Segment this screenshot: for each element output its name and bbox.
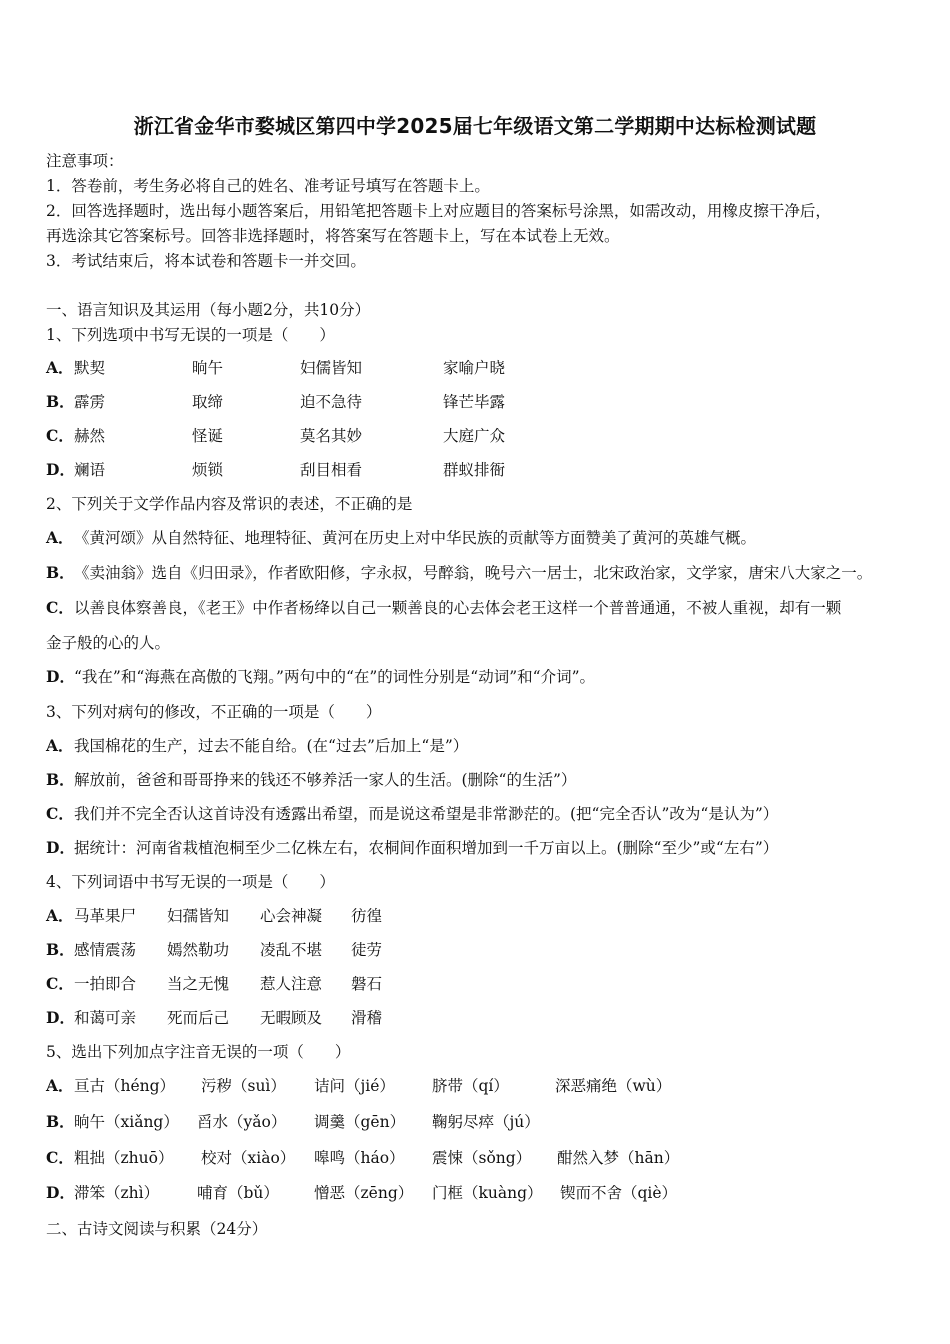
option-word: 凌乱不堪 bbox=[260, 941, 323, 959]
option-word: 无暇顾及 bbox=[260, 1009, 323, 1027]
option-word: 亘古（héng） bbox=[74, 1077, 176, 1095]
option-label: C． bbox=[46, 426, 74, 445]
option-word: 妇孺皆知 bbox=[167, 907, 230, 925]
option-word: 惹人注意 bbox=[260, 975, 323, 993]
option-label: D． bbox=[46, 1183, 75, 1202]
question-stem: 1、下列选项中书写无误的一项是（ ） bbox=[46, 326, 335, 344]
option-word: 家喻户晓 bbox=[443, 359, 506, 377]
option-word: 酣然入梦（hān） bbox=[557, 1149, 680, 1167]
option-word: 门框（kuàng） bbox=[432, 1184, 543, 1202]
question-stem: 5、选出下列加点字注音无误的一项（ ） bbox=[46, 1043, 351, 1061]
option-word: 锋芒毕露 bbox=[443, 393, 506, 411]
option-label: D． bbox=[46, 460, 75, 479]
option-label: B． bbox=[46, 940, 75, 959]
option-label: A． bbox=[46, 1076, 74, 1095]
option-label: C． bbox=[46, 974, 74, 993]
option-word: 迫不急待 bbox=[300, 393, 363, 411]
notice-item: 1．答卷前，考生务必将自己的姓名、准考证号填写在答题卡上。 bbox=[46, 177, 490, 195]
option-word: 震悚（sǒng） bbox=[432, 1149, 532, 1167]
option-word: 滑稽 bbox=[351, 1009, 383, 1027]
option-word: 调羹（gēn） bbox=[314, 1113, 406, 1131]
option-word: 当之无愧 bbox=[167, 975, 230, 993]
question-stem: 3、下列对病句的修改，不正确的一项是（ ） bbox=[46, 703, 382, 721]
option-word: 死而后己 bbox=[167, 1009, 230, 1027]
option-word: 憎恶（zēng） bbox=[314, 1184, 414, 1202]
notice-item: 再选涂其它答案标号。回答非选择题时，将答案写在答题卡上，写在本试卷上无效。 bbox=[46, 227, 620, 245]
option-word: 莫名其妙 bbox=[300, 427, 363, 445]
option-label: B． bbox=[46, 770, 75, 789]
option-word: 和蔼可亲 bbox=[74, 1009, 137, 1027]
option-word: 校对（xiào） bbox=[201, 1149, 296, 1167]
option-word: 马革果尸 bbox=[74, 907, 137, 925]
option-text: 据统计：河南省栽植泡桐至少二亿株左右，农桐间作面积增加到一千万亩以上。(删除“至少”或“左右”） bbox=[74, 839, 779, 857]
option-word: 深恶痛绝（wù） bbox=[555, 1077, 672, 1095]
option-word: 取缔 bbox=[192, 393, 224, 411]
option-word: 锲而不舍（qiè） bbox=[560, 1184, 678, 1202]
option-text: 《黄河颂》从自然特征、地理特征、黄河在历史上对中华民族的贡献等方面赞美了黄河的英雄气概。 bbox=[74, 529, 757, 547]
option-word: 晌午（xiǎng） bbox=[74, 1113, 179, 1131]
option-word: 烦锁 bbox=[192, 461, 224, 479]
option-word: 怪诞 bbox=[192, 427, 224, 445]
option-label: A． bbox=[46, 358, 74, 377]
option-word: 哺育（bǔ） bbox=[197, 1184, 279, 1202]
option-word: 鞠躬尽瘁（jú） bbox=[432, 1113, 540, 1131]
option-word: 霹雳 bbox=[74, 393, 106, 411]
question-stem: 4、下列词语中书写无误的一项是（ ） bbox=[46, 873, 335, 891]
option-word: 大庭广众 bbox=[443, 427, 506, 445]
option-label: A． bbox=[46, 736, 74, 755]
option-word: 嗥鸣（háo） bbox=[314, 1149, 405, 1167]
option-word: 脐带（qí） bbox=[432, 1077, 509, 1095]
option-label: C． bbox=[46, 598, 74, 617]
option-label: A． bbox=[46, 906, 74, 925]
option-word: 滞笨（zhì） bbox=[74, 1184, 160, 1202]
notice-item: 3．考试结束后，将本试卷和答题卡一并交回。 bbox=[46, 252, 366, 270]
document-title: 浙江省金华市婺城区第四中学2025届七年级语文第二学期期中达标检测试题 bbox=[133, 114, 817, 138]
option-text: 以善良体察善良，《老王》中作者杨绛以自己一颗善良的心去体会老王这样一个普普通通，不被人重视，却有一颗 bbox=[74, 599, 842, 617]
option-word: 彷徨 bbox=[351, 907, 383, 925]
option-word: 嫣然勒功 bbox=[167, 941, 230, 959]
option-label: B． bbox=[46, 563, 75, 582]
option-label: C． bbox=[46, 1148, 74, 1167]
option-word: 粗拙（zhuō） bbox=[74, 1149, 174, 1167]
option-word: 诘问（jié） bbox=[314, 1077, 395, 1095]
option-text: 我国棉花的生产，过去不能自给。(在“过去”后加上“是”） bbox=[74, 737, 469, 755]
option-label: D． bbox=[46, 838, 75, 857]
option-label: B． bbox=[46, 392, 75, 411]
notice-item: 2．回答选择题时，选出每小题答案后，用铅笔把答题卡上对应题目的答案标号涂黑，如需改动，用橡皮擦干净后， bbox=[46, 202, 831, 220]
option-text: 解放前，爸爸和哥哥挣来的钱还不够养活一家人的生活。(删除“的生活”） bbox=[74, 771, 577, 789]
question-stem: 2、下列关于文学作品内容及常识的表述，不正确的是 bbox=[46, 495, 413, 513]
option-label: A． bbox=[46, 528, 74, 547]
option-text: 《卖油翁》选自《归田录》，作者欧阳修，字永叔，号醉翁，晚号六一居士，北宋政治家，文学家，唐宋八大家之一。 bbox=[74, 564, 873, 582]
option-word: 心会神凝 bbox=[260, 907, 323, 925]
option-word: 斓语 bbox=[74, 461, 106, 479]
option-word: 妇儒皆知 bbox=[300, 359, 363, 377]
option-word: 感情震荡 bbox=[74, 941, 137, 959]
option-label: D． bbox=[46, 1008, 75, 1027]
option-word: 群蚁排衙 bbox=[443, 461, 506, 479]
option-text: 我们并不完全否认这首诗没有透露出希望，而是说这希望是非常渺茫的。(把“完全否认”改为“是认为”） bbox=[74, 805, 779, 823]
option-label: B． bbox=[46, 1112, 75, 1131]
option-label: C． bbox=[46, 804, 74, 823]
option-word: 刮目相看 bbox=[300, 461, 363, 479]
option-word: 徒劳 bbox=[351, 941, 383, 959]
section-heading: 二、古诗文阅读与积累（24分） bbox=[46, 1220, 268, 1238]
option-word: 晌午 bbox=[192, 359, 224, 377]
option-word: 磐石 bbox=[351, 975, 383, 993]
option-text-continued: 金子般的心的人。 bbox=[46, 634, 171, 652]
notice-heading: 注意事项： bbox=[46, 152, 124, 170]
option-text: “我在”和“海燕在高傲的飞翔。”两句中的“在”的词性分别是“动词”和“介词”。 bbox=[74, 668, 595, 686]
option-word: 污秽（suì） bbox=[201, 1077, 286, 1095]
option-word: 舀水（yǎo） bbox=[197, 1113, 287, 1131]
option-word: 赫然 bbox=[74, 427, 106, 445]
option-word: 一拍即合 bbox=[74, 975, 137, 993]
section-heading: 一、语言知识及其运用（每小题2分，共10分） bbox=[46, 301, 371, 319]
option-label: D． bbox=[46, 667, 75, 686]
option-word: 默契 bbox=[74, 359, 106, 377]
